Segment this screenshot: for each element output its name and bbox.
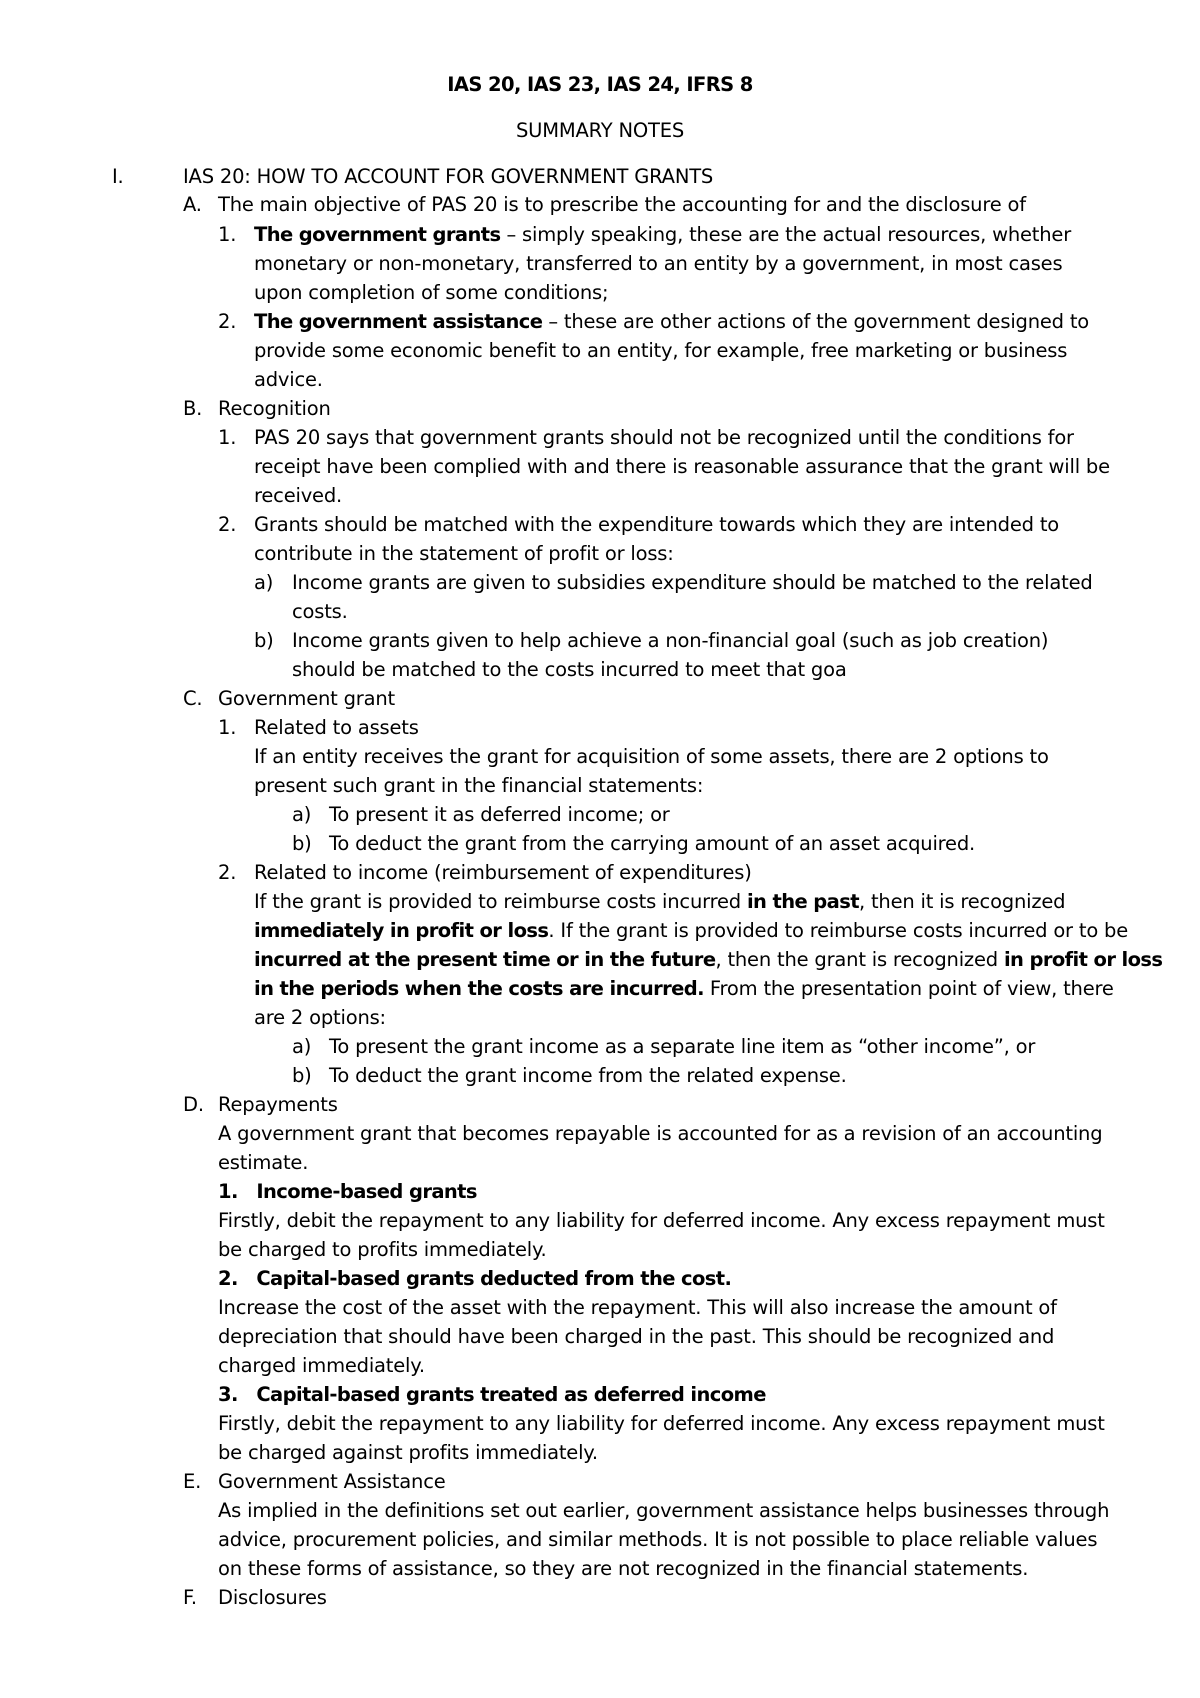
d-title: Repayments [218,1093,338,1116]
d-intro-line2: estimate. [218,1151,309,1174]
c-item1-line2: present such grant in the financial statements: [254,774,704,797]
a-item2-line1: The government assistance – these are other actions of the government designed to [254,310,1090,333]
d-heading-capital-deducted: 2. Capital-based grants deducted from the cost. [218,1267,732,1290]
c-item1-b-text: To deduct the grant from the carrying amount of an asset acquired. [329,832,976,855]
b-sub-a-line2: costs. [292,600,348,623]
c-item1-number: 1. [218,716,237,739]
section-number: I. [112,165,124,188]
c-item2-a-text: To present the grant income as a separate line item as “other income”, or [329,1035,1036,1058]
d-h3-line2: be charged against profits immediately. [218,1441,598,1464]
letter-f: F. [183,1586,197,1609]
d-intro-line1: A government grant that becomes repayable is accounted for as a revision of an accounting [218,1122,1103,1145]
f-title: Disclosures [218,1586,327,1609]
b-sub-a-line1: Income grants are given to subsidies expenditure should be matched to the related [292,571,1093,594]
b-item1-line2: receipt have been complied with and there is reasonable assurance that the grant will be [254,455,1110,478]
d-h1-line2: be charged to profits immediately. [218,1238,547,1261]
d-heading-income-based: 1. Income-based grants [218,1180,477,1203]
letter-b: B. [183,397,203,420]
b-sub-b-line1: Income grants given to help achieve a non-financial goal (such as job creation) [292,629,1049,652]
d-h2-line1: Increase the cost of the asset with the repayment. This will also increase the amount of [218,1296,1057,1319]
c-item1-b-label: b) [292,832,312,855]
b-item1-number: 1. [218,426,237,449]
c-item1-a-text: To present it as deferred income; or [329,803,670,826]
b-title: Recognition [218,397,331,420]
a-text: The main objective of PAS 20 is to prescribe the accounting for and the disclosure of [218,193,1026,216]
letter-d: D. [183,1093,204,1116]
b-sub-b-label: b) [254,629,274,652]
e-title: Government Assistance [218,1470,446,1493]
b-item2-line2: contribute in the statement of profit or loss: [254,542,674,565]
letter-e: E. [183,1470,202,1493]
c-item2-line2: immediately in profit or loss. If the grant is provided to reimburse costs incurred or to be [254,919,1129,942]
b-item2-line1: Grants should be matched with the expenditure towards which they are intended to [254,513,1060,536]
a-item1-number: 1. [218,223,237,246]
c-item1-a-label: a) [292,803,312,826]
c-item1-line1: If an entity receives the grant for acquisition of some assets, there are 2 options to [254,745,1049,768]
d-h3-line1: Firstly, debit the repayment to any liability for deferred income. Any excess repayment must [218,1412,1105,1435]
b-item1-line3: received. [254,484,343,507]
letter-c: C. [183,687,203,710]
d-h1-line1: Firstly, debit the repayment to any liability for deferred income. Any excess repayment must [218,1209,1105,1232]
c-item2-b-label: b) [292,1064,312,1087]
d-h2-line3: charged immediately. [218,1354,425,1377]
a-item2-line2: provide some economic benefit to an entity, for example, free marketing or business [254,339,1068,362]
a-item2-number: 2. [218,310,237,333]
e-line1: As implied in the definitions set out earlier, government assistance helps businesses through [218,1499,1110,1522]
e-line2: advice, procurement policies, and similar methods. It is not possible to place reliable values [218,1528,1098,1551]
c-item2-line1: If the grant is provided to reimburse costs incurred in the past, then it is recognized [254,890,1066,913]
term-government-assistance: The government assistance [254,310,543,333]
b-sub-b-line2: should be matched to the costs incurred to meet that goa [292,658,847,681]
a-item1-line3: upon completion of some conditions; [254,281,609,304]
a-item1-line2: monetary or non-monetary, transferred to an entity by a government, in most cases [254,252,1063,275]
c-item2-number: 2. [218,861,237,884]
a-item1-line1: The government grants – simply speaking, these are the actual resources, whether [254,223,1072,246]
document-subtitle: SUMMARY NOTES [516,119,684,142]
c-item2-title: Related to income (reimbursement of expenditures) [254,861,752,884]
c-item2-line4: in the periods when the costs are incurred. From the presentation point of view, there [254,977,1114,1000]
term-government-grants: The government grants [254,223,501,246]
c-item2-line5: are 2 options: [254,1006,386,1029]
c-item2-a-label: a) [292,1035,312,1058]
c-title: Government grant [218,687,395,710]
b-item2-number: 2. [218,513,237,536]
a-item2-line3: advice. [254,368,323,391]
b-sub-a-label: a) [254,571,274,594]
section-heading: IAS 20: HOW TO ACCOUNT FOR GOVERNMENT GRANTS [183,165,714,188]
c-item2-line3: incurred at the present time or in the future, then the grant is recognized in profit or loss [254,948,1163,971]
e-line3: on these forms of assistance, so they are not recognized in the financial statements. [218,1557,1029,1580]
letter-a: A. [183,193,202,216]
c-item2-b-text: To deduct the grant income from the related expense. [329,1064,847,1087]
c-item1-title: Related to assets [254,716,419,739]
d-heading-capital-deferred: 3. Capital-based grants treated as deferred income [218,1383,766,1406]
d-h2-line2: depreciation that should have been charged in the past. This should be recognized and [218,1325,1055,1348]
b-item1-line1: PAS 20 says that government grants should not be recognized until the conditions for [254,426,1074,449]
document-title: IAS 20, IAS 23, IAS 24, IFRS 8 [447,73,753,96]
